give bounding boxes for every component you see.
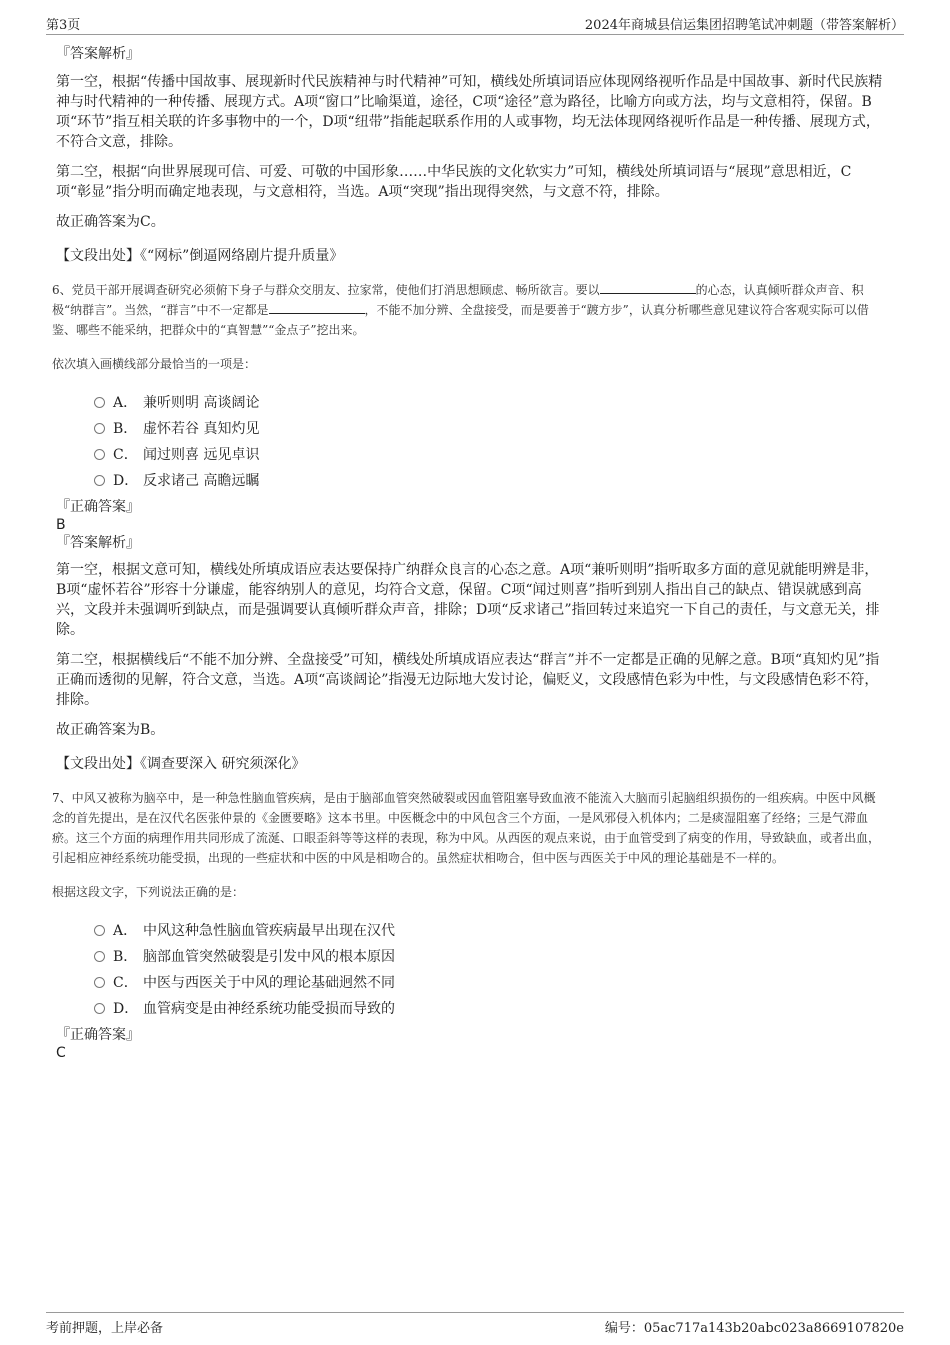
analysis-conclusion: 故正确答案为C。: [56, 214, 165, 230]
analysis-paragraph: 第一空，根据“传播中国故事、展现新时代民族精神与时代精神”可知，横线处所填词语应体现网络视听作品是中国故事、新时代民族精神与时代精神的一种传播、展现方式。A项“窗口”比喻渠道，途径，C项“途径”意为路径，比喻方向或方法，均与文意相符，保留。B项“环节”指互相关联的许多事物中的一个，D项“纽带”指能起联系作用的人或事物，均无法体现网络视听作品是一种传播、展现方式，不符合文意，排除。: [56, 74, 883, 150]
analysis-label: 『答案解析』: [56, 535, 140, 551]
option-b[interactable]: B． 虚怀若谷 真知灼见: [94, 416, 886, 442]
analysis-conclusion: 故正确答案为B。: [56, 722, 165, 738]
radio-icon[interactable]: [94, 475, 105, 486]
radio-icon[interactable]: [94, 925, 105, 936]
option-c[interactable]: C． 闻过则喜 远见卓识: [94, 442, 886, 468]
source-citation: 【文段出处】《“网标”倒逼网络剧片提升质量》: [56, 248, 344, 264]
option-a[interactable]: A． 中风这种急性脑血管疾病最早出现在汉代: [94, 918, 886, 944]
page-content: [52, 44, 886, 1062]
fill-blank-1: [600, 281, 696, 294]
option-c[interactable]: C． 中医与西医关于中风的理论基础迥然不同: [94, 970, 886, 996]
analysis-paragraph: 第二空，根据横线后“不能不加分辨、全盘接受”可知，横线处所填成语应表达“群言”并不一定都是正确的见解之意。B项“真知灼见”指正确而透彻的见解，符合文意，当选。A项“高谈阔论”指漫无边际地大发讨论，偏贬义，文段感情色彩为中性，与文段感情色彩不符，排除。: [56, 652, 880, 708]
document-id: 编号：05ac717a143b20abc023a8669107820e: [604, 1321, 904, 1336]
radio-icon[interactable]: [94, 423, 105, 434]
question-7-options: [94, 918, 886, 1022]
analysis-label: 『答案解析』: [56, 46, 140, 62]
radio-icon[interactable]: [94, 397, 105, 408]
option-b[interactable]: B． 脑部血管突然破裂是引发中风的根本原因: [94, 944, 886, 970]
option-d[interactable]: D． 血管病变是由神经系统功能受损而导致的: [94, 996, 886, 1022]
analysis-paragraph: 第一空，根据文意可知，横线处所填成语应表达要保持广纳群众良言的心态之意。A项“兼听则明”指听取多方面的意见就能明辨是非，B项“虚怀若谷”形容十分谦虚，能容纳别人的意见，均符合文意，保留。C项“闻过则喜”指听到别人指出自己的缺点、错误就感到高兴，文段并未强调听到缺点，而是强调要认真倾听群众声音，排除；D项“反求诸己”指回转过来追究一下自己的责任，与文意无关，排除。: [56, 562, 880, 638]
correct-answer: B: [56, 517, 66, 533]
correct-answer: C: [56, 1045, 66, 1061]
radio-icon[interactable]: [94, 449, 105, 460]
option-d[interactable]: D． 反求诸己 高瞻远瞩: [94, 468, 886, 494]
question-7-prompt: 根据这段文字，下列说法正确的是：: [52, 885, 245, 899]
footer-slogan: 考前押题，上岸必备: [46, 1321, 164, 1336]
page-number: 第3页: [46, 18, 81, 33]
correct-answer-label: 『正确答案』: [56, 499, 140, 515]
question-6-stem: 6、党员干部开展调查研究必须俯下身子与群众交朋友、拉家常，使他们打消思想顾虑、畅所欲言。要以 的心态，认真倾听群众声音、积极“纳群言”。当然，“群言”中不一定都是 ，不能不加分辨、全盘接受，而是要善于“踱方步”，认真分析哪些意见建议符合客观实际可以借鉴、哪些不能采纳，把群众中的“真智慧”“金点子”挖出来。: [52, 283, 869, 337]
page-header: [46, 14, 904, 35]
radio-icon[interactable]: [94, 1003, 105, 1014]
question-7-stem: 7、中风又被称为脑卒中，是一种急性脑血管疾病，是由于脑部血管突然破裂或因血管阻塞导致血液不能流入大脑而引起脑组织损伤的一组疾病。中医中风概念的首先提出，是在汉代名医张仲景的《金匮要略》这本书里。中医概念中的中风包含三个方面，一是风邪侵入机体内；二是痰湿阻塞了经络；三是气滞血瘀。这三个方面的病理作用共同形成了流涎、口眼歪斜等等这样的表现，称为中风。从西医的观点来说，由于血管受到了病变的作用，导致缺血，或者出血，引起相应神经系统功能受损，出现的一些症状和中医的中风是相吻合的。虽然症状相吻合，但中医与西医关于中风的理论基础是不一样的。: [52, 791, 881, 865]
page-footer: [46, 1312, 904, 1339]
option-a[interactable]: A． 兼听则明 高谈阔论: [94, 390, 886, 416]
radio-icon[interactable]: [94, 977, 105, 988]
radio-icon[interactable]: [94, 951, 105, 962]
question-6-prompt: 依次填入画横线部分最恰当的一项是：: [52, 357, 257, 371]
fill-blank-2: [269, 301, 365, 314]
source-citation: 【文段出处】《调查要深入 研究须深化》: [56, 756, 306, 772]
correct-answer-label: 『正确答案』: [56, 1027, 140, 1043]
question-6-options: [94, 390, 886, 494]
analysis-paragraph: 第二空，根据“向世界展现可信、可爱、可敬的中国形象……中华民族的文化软实力”可知，横线处所填词语与“展现”意思相近，C项“彰显”指分明而确定地表现，与文意相符，当选。A项“突现”指出现得突然，与文意不符，排除。: [56, 164, 852, 200]
document-title: 2024年商城县信运集团招聘笔试冲刺题（带答案解析）: [584, 18, 904, 33]
